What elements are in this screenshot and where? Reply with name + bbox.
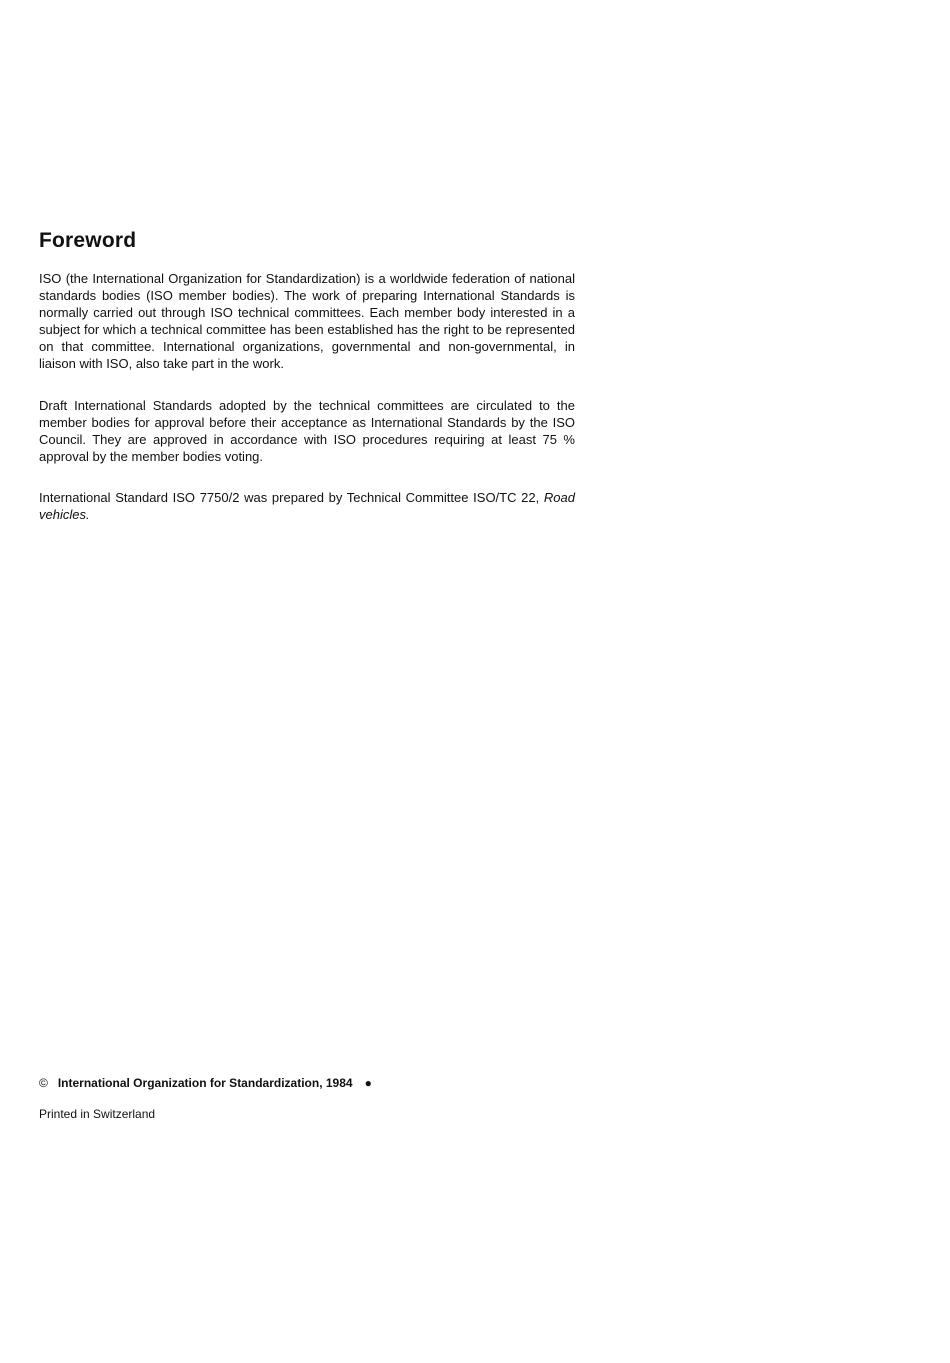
foreword-paragraph-draft-standards: Draft International Standards adopted by the technical committees are circulated to the member bodies for approval before their acceptance as International Standards by the ISO Council. They are approved in accordance with ISO procedures requiring at least 75 % approval by the member bodies voting.: [39, 398, 575, 464]
committee-title: Road vehicles.: [39, 490, 575, 522]
prepared-by-text: International Standard ISO 7750/2 was prepared by Technical Committee ISO/TC 22,: [39, 490, 540, 505]
copyright-notice: [39, 1075, 372, 1091]
copyright-text: International Organization for Standardization, 1984: [57, 1076, 353, 1090]
printed-in-note: Printed in Switzerland: [39, 1107, 156, 1121]
bullet-icon: ●: [364, 1076, 372, 1090]
foreword-paragraph-prepared-by: [39, 489, 575, 523]
foreword-paragraph-iso-federation: ISO (the International Organization for Standardization) is a worldwide federation of national standards bodies (ISO member bodies). The work of preparing International Standards is normally carried out through ISO technical committees. Each member body interested in a subject for which a technical committee has been established has the right to be represented on that committee. International organizations, governmental and non-governmental, in liaison with ISO, also take part in the work.: [39, 271, 575, 371]
copyright-icon: ©: [39, 1076, 48, 1090]
foreword-heading: Foreword: [39, 229, 137, 252]
